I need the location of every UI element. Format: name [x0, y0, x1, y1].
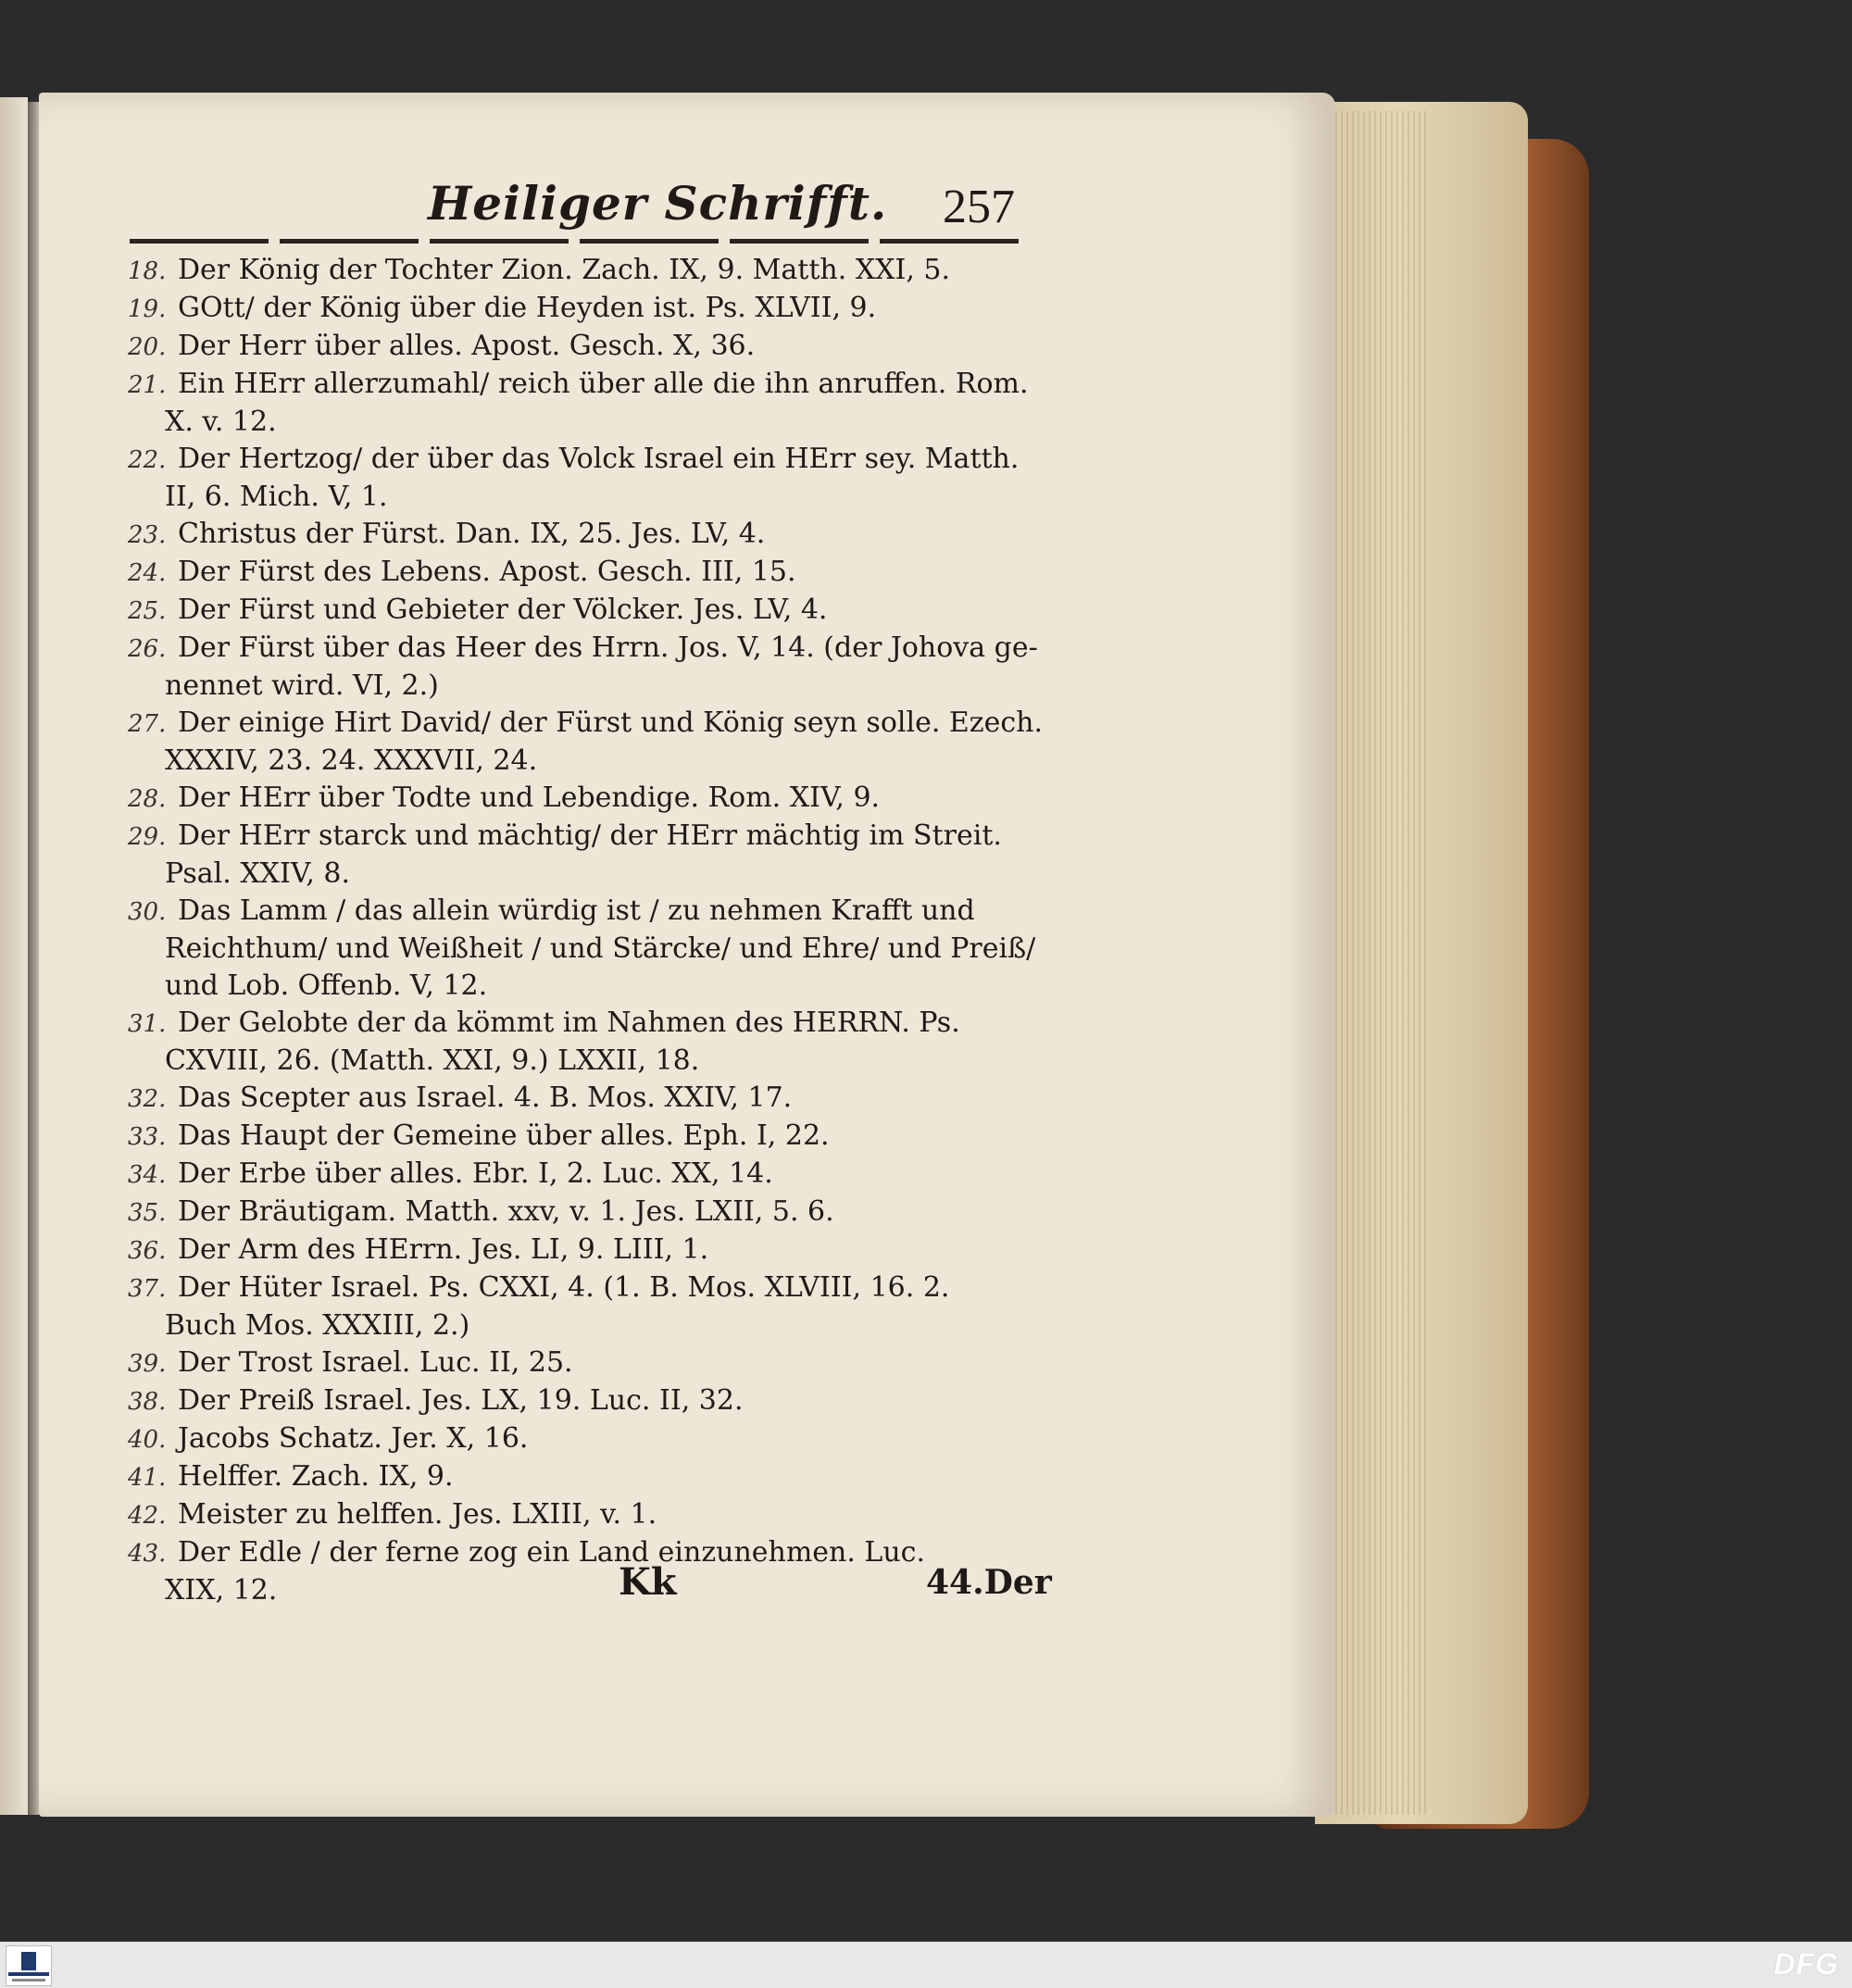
entry-number: 37. [128, 1275, 167, 1303]
entry-text: Helffer. Zach. IX, 9. [178, 1460, 454, 1493]
entry-text: nennet wird. VI, 2.) [165, 669, 439, 702]
entry-number: 33. [128, 1123, 167, 1151]
entry-text: Der Preiß Israel. Jes. LX, 19. Luc. II, 32. [178, 1384, 744, 1417]
entry-number: 19. [128, 295, 167, 323]
entry-line [128, 1269, 1045, 1307]
catchword: 44.Der [926, 1563, 1052, 1602]
dfg-logo: DFG [1773, 1947, 1839, 1981]
entry-number: 31. [128, 1010, 167, 1038]
entry-line [128, 893, 1045, 931]
entry-line [128, 780, 1045, 818]
entry-number: 22. [128, 446, 167, 474]
entry-number: 23. [128, 521, 167, 549]
entry-line [128, 1458, 1045, 1496]
entry-line [128, 1420, 1045, 1458]
entry-line [128, 1080, 1045, 1118]
signature-mark: Kk [619, 1560, 677, 1604]
entry-text: Meister zu helffen. Jes. LXIII, v. 1. [178, 1498, 657, 1531]
entry-text: Der Fürst über das Heer des Hrrn. Jos. V, 14. (der Johova ge- [178, 631, 1038, 664]
entry-text: Der Hertzog/ der über das Volck Israel ein HErr sey. Matth. [178, 443, 1020, 475]
entry-line [128, 1344, 1045, 1382]
entry-number: 30. [128, 898, 167, 926]
page-edges [1324, 111, 1426, 1815]
entry-continuation-line [128, 404, 1045, 441]
entry-number: 42. [128, 1502, 167, 1530]
entry-number: 24. [128, 559, 167, 587]
entry-text: Das Scepter aus Israel. 4. B. Mos. XXIV, 17. [178, 1082, 793, 1114]
gutter-shadow [28, 102, 39, 1815]
header-rule [130, 239, 1026, 244]
entry-list [128, 252, 1045, 1609]
entry-text: Der Edle / der ferne zog ein Land einzunehmen. Luc. [178, 1536, 926, 1569]
entry-continuation-line [128, 1307, 1045, 1344]
entry-number: 32. [128, 1085, 167, 1113]
entry-number: 20. [128, 333, 167, 361]
entry-number: 21. [128, 371, 167, 399]
entry-text: Das Lamm / das allein würdig ist / zu nehmen Krafft und [178, 894, 975, 927]
entry-text: Buch Mos. XXXIII, 2.) [165, 1309, 470, 1342]
entry-line [128, 630, 1045, 668]
entry-line [128, 366, 1045, 404]
entry-number: 38. [128, 1388, 167, 1416]
entry-line [128, 1156, 1045, 1194]
entry-number: 41. [128, 1464, 167, 1492]
entry-text: Der Trost Israel. Luc. II, 25. [178, 1346, 573, 1379]
entry-number: 35. [128, 1199, 167, 1227]
entry-line [128, 1382, 1045, 1420]
entry-number: 40. [128, 1426, 167, 1454]
entry-line [128, 1118, 1045, 1156]
left-page-edge [0, 97, 28, 1815]
entry-text: und Lob. Offenb. V, 12. [165, 969, 488, 1002]
entry-continuation-line [128, 968, 1045, 1005]
entry-number: 29. [128, 823, 167, 851]
entry-text: Der HErr starck und mächtig/ der HErr mächtig im Streit. [178, 819, 1002, 852]
entry-text: X. v. 12. [165, 406, 277, 438]
entry-line [128, 1194, 1045, 1232]
entry-line [128, 1232, 1045, 1269]
entry-line [128, 328, 1045, 366]
entry-continuation-line [128, 1043, 1045, 1080]
entry-continuation-line [128, 479, 1045, 516]
entry-text: Der Fürst des Lebens. Apost. Gesch. III, 15. [178, 556, 796, 588]
entry-continuation-line [128, 1572, 1045, 1609]
entry-line [128, 1534, 1045, 1572]
page-number: 257 [943, 181, 1015, 233]
entry-text: Das Haupt der Gemeine über alles. Eph. I, 22. [178, 1119, 830, 1152]
entry-continuation-line [128, 743, 1045, 780]
entry-number: 28. [128, 785, 167, 813]
entry-text: XIX, 12. [165, 1574, 278, 1607]
entry-line [128, 554, 1045, 592]
library-logo-icon [6, 1945, 52, 1986]
entry-text: Der HErr über Todte und Lebendige. Rom. XIV, 9. [178, 781, 881, 814]
entry-text: Psal. XXIV, 8. [165, 857, 351, 890]
entry-line [128, 1496, 1045, 1534]
entry-number: 18. [128, 257, 167, 285]
entry-text: Der Arm des HErrn. Jes. LI, 9. LIII, 1. [178, 1233, 709, 1266]
entry-text: Jacobs Schatz. Jer. X, 16. [178, 1422, 529, 1455]
entry-text: Der Hüter Israel. Ps. CXXI, 4. (1. B. Mos. XLVIII, 16. 2. [178, 1271, 950, 1304]
entry-continuation-line [128, 668, 1045, 705]
entry-number: 36. [128, 1237, 167, 1265]
entry-line [128, 290, 1045, 328]
entry-line [128, 818, 1045, 856]
entry-continuation-line [128, 856, 1045, 893]
entry-number: 43. [128, 1540, 167, 1568]
entry-text: Der einige Hirt David/ der Fürst und König seyn solle. Ezech. [178, 706, 1044, 739]
entry-line [128, 516, 1045, 554]
entry-line [128, 441, 1045, 479]
entry-number: 26. [128, 635, 167, 663]
entry-continuation-line [128, 931, 1045, 968]
entry-text: Reichthum/ und Weißheit / und Stärcke/ und Ehre/ und Preiß/ [165, 932, 1036, 965]
entry-text: Der Gelobte der da kömmt im Nahmen des HERRN. Ps. [178, 1007, 960, 1039]
entry-number: 34. [128, 1161, 167, 1189]
entry-text: Der Herr über alles. Apost. Gesch. X, 36. [178, 330, 756, 362]
entry-text: Der Fürst und Gebieter der Völcker. Jes. LV, 4. [178, 594, 828, 626]
footer-bar [0, 1942, 1852, 1988]
running-head: Heiliger Schrifft. [428, 176, 888, 231]
entry-text: GOtt/ der König über die Heyden ist. Ps. XLVII, 9. [178, 292, 877, 324]
entry-number: 27. [128, 710, 167, 738]
entry-text: Der König der Tochter Zion. Zach. IX, 9. Matth. XXI, 5. [178, 254, 951, 286]
entry-text: Ein HErr allerzumahl/ reich über alle die ihn anruffen. Rom. [178, 368, 1029, 400]
entry-text: Christus der Fürst. Dan. IX, 25. Jes. LV, 4. [178, 518, 766, 550]
entry-text: Der Erbe über alles. Ebr. I, 2. Luc. XX, 14. [178, 1157, 773, 1190]
entry-text: CXVIII, 26. (Matth. XXI, 9.) LXXII, 18. [165, 1044, 700, 1077]
entry-line [128, 592, 1045, 630]
entry-line [128, 1005, 1045, 1043]
entry-text: II, 6. Mich. V, 1. [165, 481, 388, 513]
page-header [139, 176, 1028, 241]
entry-text: XXXIV, 23. 24. XXXVII, 24. [165, 744, 538, 777]
entry-number: 25. [128, 597, 167, 625]
entry-text: Der Bräutigam. Matth. xxv, v. 1. Jes. LXII, 5. 6. [178, 1195, 834, 1228]
entry-line [128, 252, 1045, 290]
entry-line [128, 705, 1045, 743]
entry-number: 39. [128, 1350, 167, 1378]
